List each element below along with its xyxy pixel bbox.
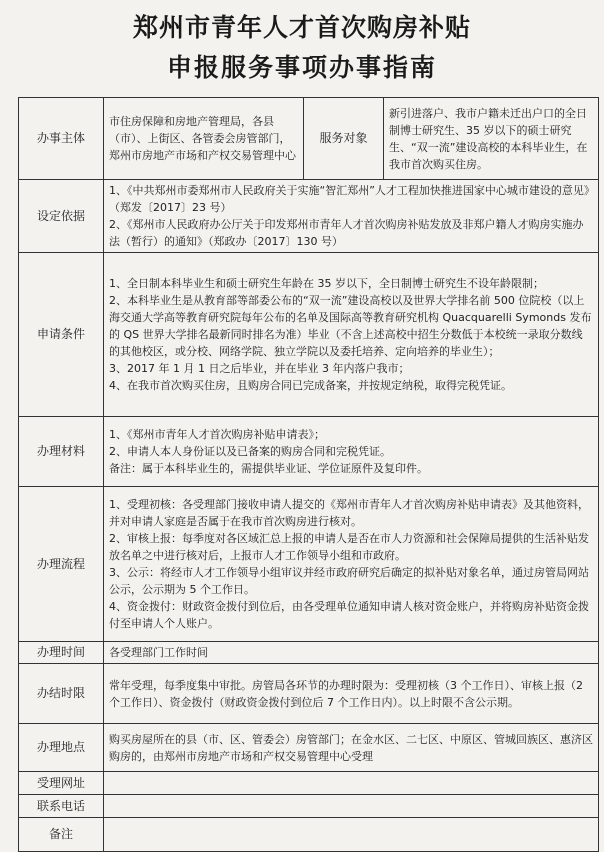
row-basis (19, 180, 599, 253)
condition-item: 1、全日制本科毕业生和硕士研究生年龄在 35 岁以下，全日制博士研究生不设年龄限制； (109, 277, 544, 290)
hours-label: 办理时间 (19, 642, 104, 664)
row-materials (19, 417, 599, 487)
time-limit-label: 办结时限 (19, 664, 104, 724)
process-step: 2、审核上报：每季度对各区域汇总上报的申请人是否在市人力资源和社会保障局提供的生活补贴发放名单之中进行核对后，上报市人才工作领导小组和市政府。 (109, 532, 589, 562)
materials-label: 办理材料 (19, 417, 104, 487)
document-title: 郑州市青年人才首次购房补贴 (132, 13, 471, 42)
conditions-label: 申请条件 (19, 253, 104, 417)
row-subject (19, 98, 599, 180)
condition-item: 2、本科毕业生是从教育部等部委公布的“双一流”建设高校以及世界大学排名前 500 位院校（以上海交通大学高等教育研究院每年公布的名单及国际高等教育研究机构 Quacquarelli Symonds 发布的 QS 世界大学排名最新同时排名为准）毕业（不含上述高校中招生分数低于本校统一录取分数线的其他校区，或分校、网络学院、独立学院以及委托培养、定向培养的毕业生）； (109, 294, 592, 358)
row-remarks (19, 818, 599, 852)
document-subtitle: 申报服务事项办事指南 (166, 53, 437, 82)
process-step: 4、资金拨付：财政资金拨付到位后，由各受理单位通知申请人核对资金账户，并将购房补贴资金拨付至申请人个人账户。 (109, 600, 589, 630)
process-step: 3、公示：将经市人才工作领导小组审议并经市政府研究后确定的拟补贴对象名单，通过房管局网站公示，公示期为 5 个工作日。 (109, 566, 589, 596)
basis-label: 设定依据 (19, 180, 104, 253)
phone-label: 联系电话 (19, 795, 104, 818)
process-step: 1、受理初核：各受理部门接收申请人提交的《郑州市青年人才首次购房补贴申请表》及其他资料，并对申请人家庭是否属于在我市首次购房进行核对。 (109, 498, 589, 528)
location-label: 办理地点 (19, 724, 104, 772)
material-item: 2、申请人本人身份证以及已备案的购房合同和完税凭证。 (109, 445, 391, 458)
hours-value: 各受理部门工作时间 (104, 642, 599, 664)
guide-table (18, 97, 599, 852)
row-conditions (19, 253, 599, 417)
condition-item: 4、在我市首次购买住房，且购房合同已完成备案，并按规定纳税，取得完税凭证。 (109, 379, 512, 392)
subject-label: 办事主体 (19, 98, 104, 180)
row-process (19, 487, 599, 642)
materials-content (104, 417, 599, 487)
remarks-label: 备注 (19, 818, 104, 852)
process-content (104, 487, 599, 642)
condition-item: 3、2017 年 1 月 1 日之后毕业，并在毕业 3 年内落户我市； (109, 362, 410, 375)
row-location (19, 724, 599, 772)
subject-value: 市住房保障和房地产管理局，各县（市）、上街区、各管委会房管部门，郑州市房地产市场和产权交易管理中心 (104, 98, 304, 180)
material-item: 备注：属于本科毕业生的，需提供毕业证、学位证原件及复印件。 (109, 462, 428, 475)
service-target-value: 新引进落户、我市户籍未迁出户口的全日制博士研究生、35 岁以下的硕士研究生、“双一流”建设高校的本科毕业生，在我市首次购买住房。 (384, 98, 599, 180)
basis-item: 1、《中共郑州市委郑州市人民政府关于实施“智汇郑州”人才工程加快推进国家中心城市建设的意见》（郑发〔2017〕23 号） (109, 184, 590, 214)
conditions-content (104, 253, 599, 417)
row-phone (19, 795, 599, 818)
process-label: 办理流程 (19, 487, 104, 642)
basis-content (104, 180, 599, 253)
service-target-label: 服务对象 (304, 98, 384, 180)
website-value (104, 772, 599, 795)
location-value: 购买房屋所在的县（市、区、管委会）房管部门；在金水区、二七区、中原区、管城回族区、惠济区购房的，由郑州市房地产市场和产权交易管理中心受理 (104, 724, 599, 772)
website-label: 受理网址 (19, 772, 104, 795)
row-time-limit (19, 664, 599, 724)
material-item: 1、《郑州市青年人才首次购房补贴申请表》； (109, 428, 325, 441)
row-website (19, 772, 599, 795)
time-limit-value: 常年受理，每季度集中审批。房管局各环节的办理时限为：受理初核（3 个工作日）、审核上报（2 个工作日）、资金拨付（财政资金拨付到位后 7 个工作日内）。以上时限不含公示期。 (104, 664, 599, 724)
row-hours (19, 642, 599, 664)
remarks-value (104, 818, 599, 852)
basis-item: 2、《郑州市人民政府办公厅关于印发郑州市青年人才首次购房补贴发放及非郑户籍人才购房实施办法（暂行）的通知》（郑政办〔2017〕130 号） (109, 218, 584, 248)
phone-value (104, 795, 599, 818)
